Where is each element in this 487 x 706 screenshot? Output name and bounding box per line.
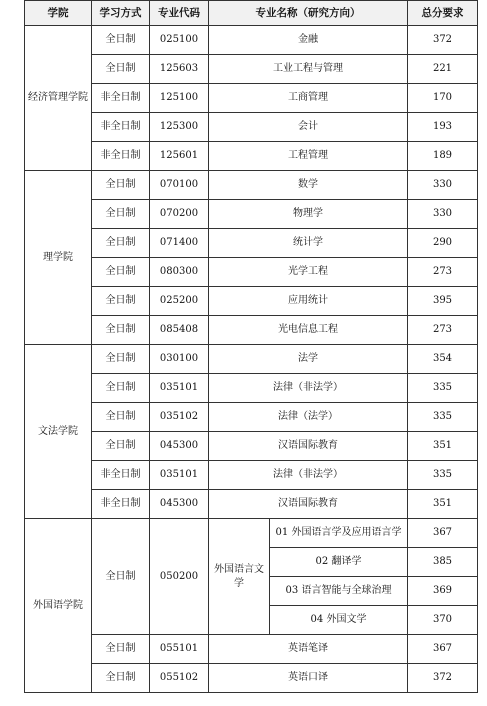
study-mode: 非全日制 bbox=[92, 113, 150, 142]
study-mode: 全日制 bbox=[92, 258, 150, 287]
major-name: 外国语言文学 bbox=[209, 519, 270, 635]
major-name: 统计学 bbox=[209, 229, 408, 258]
total-score: 354 bbox=[408, 345, 478, 374]
research-direction: 03 语言智能与全球治理 bbox=[270, 577, 408, 606]
total-score: 385 bbox=[408, 548, 478, 577]
table-body bbox=[25, 26, 478, 693]
major-name: 光学工程 bbox=[209, 258, 408, 287]
major-code: 030100 bbox=[150, 345, 209, 374]
research-direction: 01 外国语言学及应用语言学 bbox=[270, 519, 408, 548]
college-name: 文法学院 bbox=[25, 345, 92, 519]
college-name: 经济管理学院 bbox=[25, 26, 92, 171]
total-score: 372 bbox=[408, 664, 478, 693]
study-mode: 非全日制 bbox=[92, 461, 150, 490]
table-row bbox=[25, 84, 478, 113]
total-score: 367 bbox=[408, 519, 478, 548]
major-code: 070200 bbox=[150, 200, 209, 229]
total-score: 351 bbox=[408, 490, 478, 519]
table-row bbox=[25, 664, 478, 693]
major-name: 物理学 bbox=[209, 200, 408, 229]
table-row bbox=[25, 200, 478, 229]
major-code: 125603 bbox=[150, 55, 209, 84]
total-score: 369 bbox=[408, 577, 478, 606]
total-score: 193 bbox=[408, 113, 478, 142]
total-score: 351 bbox=[408, 432, 478, 461]
major-code: 055101 bbox=[150, 635, 209, 664]
total-score: 335 bbox=[408, 374, 478, 403]
study-mode: 全日制 bbox=[92, 664, 150, 693]
study-mode: 全日制 bbox=[92, 374, 150, 403]
major-code: 035101 bbox=[150, 374, 209, 403]
table-row bbox=[25, 113, 478, 142]
major-code: 025100 bbox=[150, 26, 209, 55]
study-mode: 全日制 bbox=[92, 519, 150, 635]
major-code: 125601 bbox=[150, 142, 209, 171]
study-mode: 全日制 bbox=[92, 26, 150, 55]
total-score: 330 bbox=[408, 171, 478, 200]
college-name: 外国语学院 bbox=[25, 519, 92, 693]
total-score: 273 bbox=[408, 258, 478, 287]
major-name: 应用统计 bbox=[209, 287, 408, 316]
total-score: 330 bbox=[408, 200, 478, 229]
header-major-code: 专业代码 bbox=[150, 1, 209, 26]
total-score: 189 bbox=[408, 142, 478, 171]
table-row bbox=[25, 287, 478, 316]
header-total-score: 总分要求 bbox=[408, 1, 478, 26]
study-mode: 全日制 bbox=[92, 635, 150, 664]
major-name: 法律（非法学） bbox=[209, 461, 408, 490]
major-name: 法律（非法学） bbox=[209, 374, 408, 403]
major-code: 071400 bbox=[150, 229, 209, 258]
major-code: 125100 bbox=[150, 84, 209, 113]
study-mode: 全日制 bbox=[92, 432, 150, 461]
major-name: 光电信息工程 bbox=[209, 316, 408, 345]
study-mode: 全日制 bbox=[92, 229, 150, 258]
research-direction: 04 外国文学 bbox=[270, 606, 408, 635]
total-score: 372 bbox=[408, 26, 478, 55]
table-row bbox=[25, 490, 478, 519]
major-code: 085408 bbox=[150, 316, 209, 345]
total-score: 290 bbox=[408, 229, 478, 258]
study-mode: 非全日制 bbox=[92, 84, 150, 113]
study-mode: 全日制 bbox=[92, 200, 150, 229]
major-name: 工程管理 bbox=[209, 142, 408, 171]
total-score: 335 bbox=[408, 461, 478, 490]
major-code: 035101 bbox=[150, 461, 209, 490]
table-row bbox=[25, 374, 478, 403]
header-study-mode: 学习方式 bbox=[92, 1, 150, 26]
major-code: 080300 bbox=[150, 258, 209, 287]
table-row bbox=[25, 229, 478, 258]
table-row bbox=[25, 461, 478, 490]
major-code: 045300 bbox=[150, 490, 209, 519]
admission-score-table bbox=[24, 0, 478, 693]
table-row bbox=[25, 432, 478, 461]
table-row bbox=[25, 258, 478, 287]
major-name: 法律（法学） bbox=[209, 403, 408, 432]
study-mode: 全日制 bbox=[92, 403, 150, 432]
header-major-name: 专业名称（研究方向） bbox=[209, 1, 408, 26]
table-row bbox=[25, 519, 478, 548]
study-mode: 全日制 bbox=[92, 55, 150, 84]
major-name: 数学 bbox=[209, 171, 408, 200]
admission-score-table-container bbox=[24, 0, 478, 693]
table-row bbox=[25, 142, 478, 171]
header-row bbox=[25, 1, 478, 26]
major-name: 金融 bbox=[209, 26, 408, 55]
header-college: 学院 bbox=[25, 1, 92, 26]
table-row bbox=[25, 345, 478, 374]
major-name: 法学 bbox=[209, 345, 408, 374]
study-mode: 非全日制 bbox=[92, 490, 150, 519]
total-score: 335 bbox=[408, 403, 478, 432]
major-code: 025200 bbox=[150, 287, 209, 316]
major-name: 汉语国际教育 bbox=[209, 490, 408, 519]
major-code: 050200 bbox=[150, 519, 209, 635]
major-name: 会计 bbox=[209, 113, 408, 142]
table-row bbox=[25, 26, 478, 55]
major-code: 055102 bbox=[150, 664, 209, 693]
major-code: 125300 bbox=[150, 113, 209, 142]
study-mode: 全日制 bbox=[92, 316, 150, 345]
total-score: 273 bbox=[408, 316, 478, 345]
table-row bbox=[25, 171, 478, 200]
study-mode: 全日制 bbox=[92, 287, 150, 316]
study-mode: 全日制 bbox=[92, 345, 150, 374]
major-name: 工商管理 bbox=[209, 84, 408, 113]
major-code: 070100 bbox=[150, 171, 209, 200]
study-mode: 非全日制 bbox=[92, 142, 150, 171]
total-score: 395 bbox=[408, 287, 478, 316]
table-row bbox=[25, 55, 478, 84]
study-mode: 全日制 bbox=[92, 171, 150, 200]
table-row bbox=[25, 403, 478, 432]
major-name: 英语笔译 bbox=[209, 635, 408, 664]
total-score: 367 bbox=[408, 635, 478, 664]
major-code: 045300 bbox=[150, 432, 209, 461]
college-name: 理学院 bbox=[25, 171, 92, 345]
major-name: 汉语国际教育 bbox=[209, 432, 408, 461]
table-row bbox=[25, 635, 478, 664]
major-name: 工业工程与管理 bbox=[209, 55, 408, 84]
table-row bbox=[25, 316, 478, 345]
research-direction: 02 翻译学 bbox=[270, 548, 408, 577]
total-score: 170 bbox=[408, 84, 478, 113]
total-score: 370 bbox=[408, 606, 478, 635]
total-score: 221 bbox=[408, 55, 478, 84]
major-code: 035102 bbox=[150, 403, 209, 432]
major-name: 英语口译 bbox=[209, 664, 408, 693]
